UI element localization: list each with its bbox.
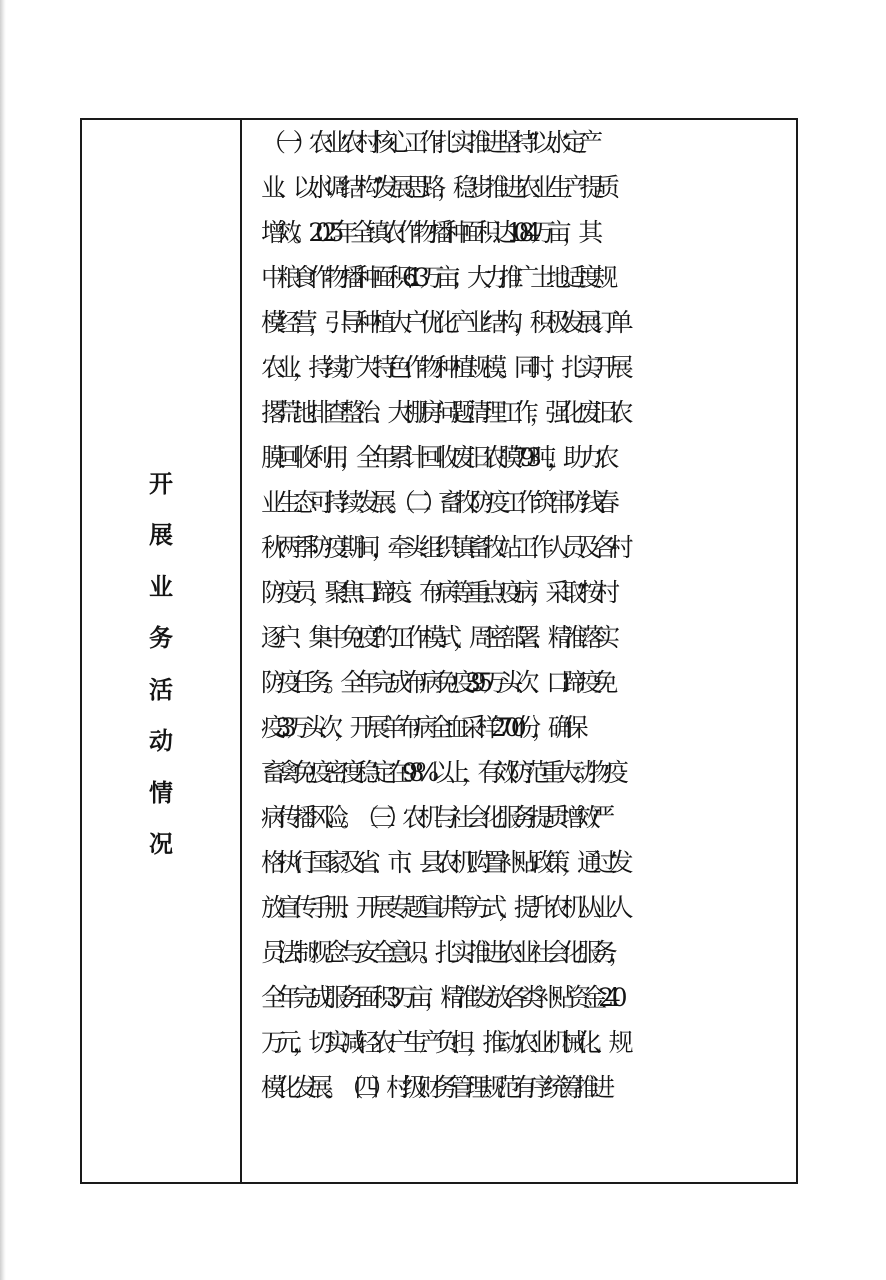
content-line: 格执行国家及省、市、县农机购置补贴政策，通过发 [261,848,625,877]
content-line: 疫 3.3 万头次，开展羊布病全血采样 2700 份，确保 [261,713,580,742]
content-line: 撂荒地排查整治、大棚房问题清理工作，强化废旧农 [261,398,625,427]
content-line: 模化发展。 （四）村级财务管理规范有序 统筹推进 [261,1073,607,1102]
row-label-char: 务 [149,623,173,652]
content-line: 模经营，引导种植大户优化产业结构，积极发展订单 [261,308,625,337]
content-line: 中粮食作物播种面积 6.13 万亩；大力推广土地适度规 [261,263,610,292]
content-cell [242,120,798,1182]
row-label-char: 情 [149,778,173,807]
content-line: 全年完成服务面积 3万亩，精准发放各类补贴资金240 [261,983,619,1012]
scan-shadow-edge [0,0,6,1280]
row-label-char: 展 [149,520,173,549]
row-label-char: 活 [149,675,173,704]
content-line: 业生态可持续发展。（二）畜牧防疫工作筑牢防线 春 [261,488,611,517]
row-label-char: 动 [149,726,173,755]
content-line: 畜禽免疫密度稳定在 98%以上，有效防范重大动物疫 [261,758,620,787]
content-line: 逐户、集中免疫” 的工作模式，周密部署、精准落实 [261,623,611,652]
row-label-char: 况 [149,829,173,858]
content-line: 防疫员，聚焦口蹄疫、布病等重点疫病，采取 “按村 [261,578,611,607]
content-line: 膜回收利用，全年累计回收废旧农膜 793 吨，助力农 [261,443,611,472]
content-line: 员法制观念与安全意识。扎实推进农业社会化服务， [261,938,625,967]
content-line: 增效。2025 年全镇农作物播种面积达 10.84 万亩，其 [261,218,595,247]
row-label-cell [82,120,240,1182]
row-label-char: 开 [149,469,173,498]
content-line: 农业，持续扩大特色作物种植规模。同时，扎实开展 [261,353,625,382]
content-line: 业、以水调结构” 发展思路，稳步推进农业生产提质 [261,173,611,202]
content-line: 秋两季防疫期间，牵头组织镇畜牧站工作人员及各村 [261,533,625,562]
content-line: 万元，切实减轻农户生产负担，推动农业机械化、规 [261,1028,625,1057]
content-line: 放宣传手册、开展专题宣讲等方式，提升农机从业人 [261,893,625,922]
content-line: 防疫任务。全年完成布病免疫 3.95 万头次、口蹄疫免 [261,668,610,697]
content-line: （一）农业农村核心工作扎实推进 坚持 “以水定产 [261,128,594,157]
activity-form-table [80,118,798,1184]
row-label-char: 业 [149,572,173,601]
content-line: 病传播风险。 （三）农机与社会化服务提质增效 严 [261,803,607,832]
